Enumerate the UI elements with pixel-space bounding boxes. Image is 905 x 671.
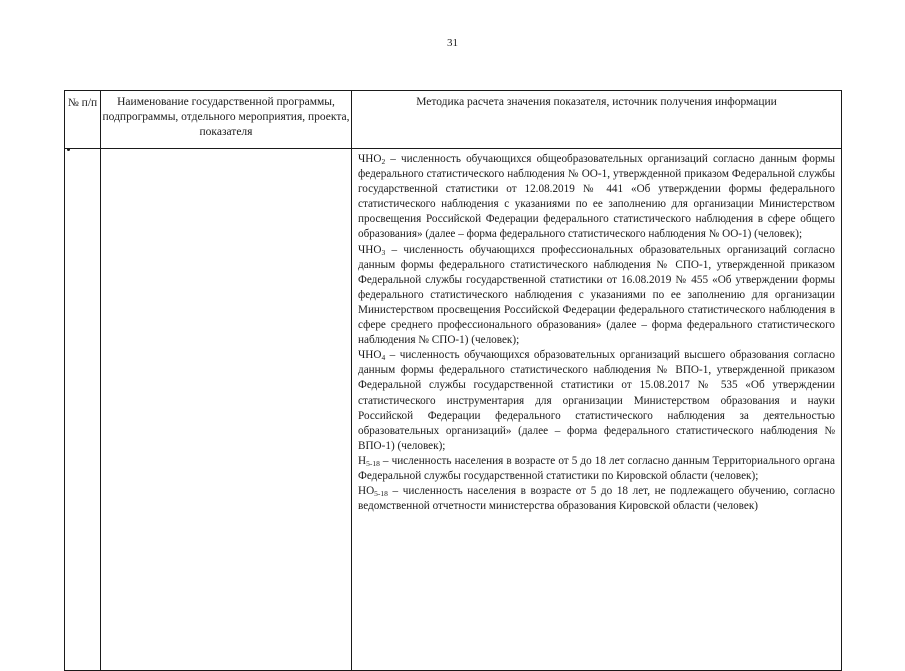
text-cho2: – численность обучающихся общеобразовательных организаций согласно данным формы федерального статистического наблюдения № ОО-1, утвержденной приказом Федеральной службы государственной статистики от 12.08.2019 № 441 «Об утверждении формы федерального статистического наблюдения с указаниями по ее заполнению для организации Министерством просвещения Российской Федерации федерального статистического наблюдения в сфере общего образования» (далее – форма федерального статистического наблюдения № ОО-1) (человек); — [358, 153, 835, 241]
cell-number — [65, 149, 101, 671]
header-number — [65, 91, 101, 149]
text-cho4: – численность обучающихся образовательных организаций высшего образования согласно данным формы федерального статистического наблюдения № ВПО-1, утвержденной приказом Федеральной службы государственной статистики от 15.08.2017 № 535 «Об утверждении статистического инструментария для организации Министерством образования и науки Российской Федерации федерального статистического наблюдения за деятельностью образовательных организаций» (далее – форма федерального статистического наблюдения № ВПО-1) (человек); — [358, 349, 835, 452]
paragraph-cho2 — [358, 152, 835, 243]
subscript-h5-18: 5-18 — [366, 458, 380, 468]
header-methodology — [352, 91, 842, 149]
page-number: 31 — [447, 37, 458, 49]
symbol-cho3: ЧНО — [358, 243, 382, 256]
subscript-cho2: 2 — [381, 157, 386, 166]
text-h5-18: – численность населения в возрасте от 5 до 18 лет согласно данным Территориального органа Федеральной службы государственной статистики по Кировской области (человек); — [358, 454, 835, 482]
header-number-text: № п/п — [67, 97, 98, 109]
header-methodology-text: Методика расчета значения показателя, источник получения информации — [416, 96, 777, 108]
cell-methodology — [352, 149, 842, 671]
subscript-cho3: 3 — [381, 247, 386, 257]
paragraph-cho4 — [358, 348, 835, 454]
paragraph-cho3 — [358, 243, 835, 349]
methodology-table — [64, 90, 842, 671]
text-ho5-18: – численность населения в возрасте от 5 до 18 лет, не подлежащего обучению, согласно ведомственной отчетности министерства образования Кировской области (человек) — [358, 485, 835, 513]
subscript-ho5-18: 5-18 — [374, 489, 388, 499]
table-row — [65, 149, 842, 671]
symbol-cho4: ЧНО — [358, 349, 382, 362]
table-header-row — [65, 91, 842, 149]
symbol-h5-18: Н — [358, 454, 367, 467]
symbol-ho5-18: НО — [358, 485, 375, 498]
header-name-text: Наименование государственной программы, подпрограммы, отдельного мероприятия, проекта, показателя — [102, 96, 350, 138]
header-name — [101, 91, 352, 149]
paragraph-h5-18 — [358, 454, 835, 484]
text-cho3: – численность обучающихся профессиональных образовательных организаций согласно данным формы федерального статистического наблюдения № СПО-1, утвержденной приказом Федеральной службы государственной статистики от 16.08.2019 № 455 «Об утверждении формы федерального статистического наблюдения с указаниями по ее заполнению для организации Министерством просвещения Российской Федерации федерального статистического наблюдения в сфере среднего профессионального образования» (далее – форма федерального статистического наблюдения № СПО-1) (человек); — [358, 243, 835, 347]
paragraph-ho5-18 — [358, 484, 835, 514]
subscript-cho4: 4 — [381, 353, 386, 363]
cell-name — [101, 149, 352, 671]
symbol-cho2: ЧНО — [358, 153, 382, 165]
bullet-dot-mark — [67, 148, 70, 151]
